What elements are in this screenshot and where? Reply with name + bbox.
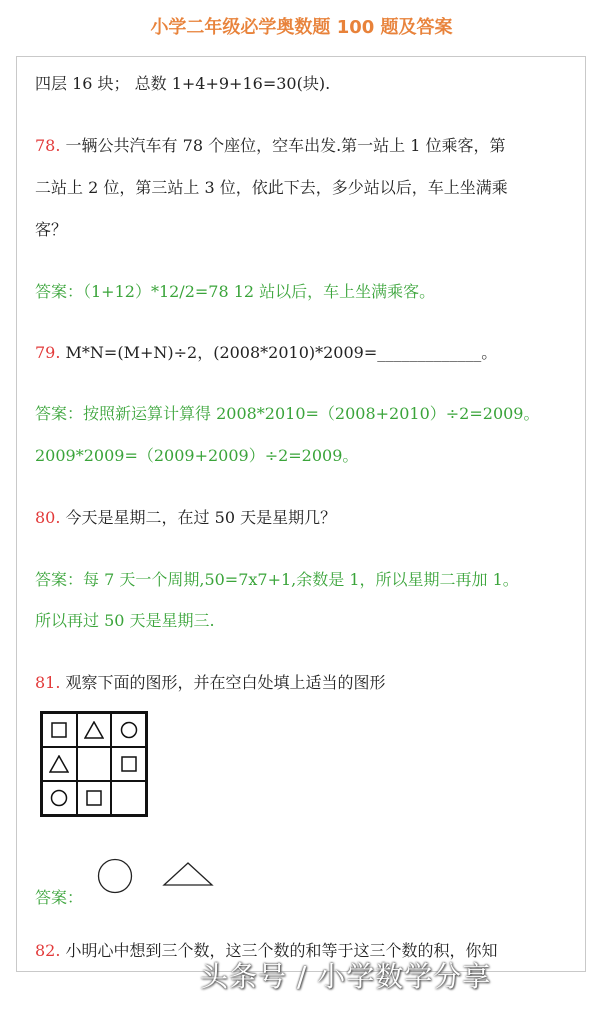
- square-icon: [121, 756, 137, 772]
- question-text: M*N=(M+N)÷2，(2008*2010)*2009=_____________。: [65, 343, 498, 362]
- circle-icon: [50, 789, 68, 807]
- question-number: 80.: [35, 508, 61, 527]
- shape-grid: [40, 711, 148, 817]
- question-text: 一辆公共汽车有 78 个座位，空车出发.第一站上 1 位乘客，第: [65, 136, 506, 155]
- grid-cell-triangle: [77, 713, 112, 747]
- question-81: [35, 673, 386, 693]
- grid-cell-empty: [77, 747, 112, 781]
- answer-79-line2: 2009*2009=（2009+2009）÷2=2009。: [35, 446, 359, 465]
- grid-cell-circle: [42, 781, 77, 815]
- grid-cell-empty: [111, 781, 146, 815]
- question-text: 今天是星期二，在过 50 天是星期几？: [65, 508, 337, 527]
- question-78: [35, 136, 506, 156]
- question-78-line3: 客？: [35, 220, 68, 239]
- grid-cell-square: [111, 747, 146, 781]
- answer-81-shapes: [96, 858, 226, 898]
- answer-circle-icon: [99, 860, 132, 893]
- square-icon: [51, 722, 67, 738]
- circle-icon: [120, 721, 138, 739]
- grid-cell-square: [42, 713, 77, 747]
- question-number: 81.: [35, 673, 61, 692]
- answer-78: 答案：（1+12）*12/2=78 12 站以后，车上坐满乘客。: [35, 282, 436, 301]
- prev-answer-line: 四层 16 块； 总数 1+4+9+16=30(块).: [35, 74, 331, 93]
- grid-cell-triangle: [42, 747, 77, 781]
- answer-80-line1: 答案：每 7 天一个周期,50=7x7+1,余数是 1，所以星期二再加 1。: [35, 570, 519, 589]
- question-78-line2: 二站上 2 位，第三站上 3 位，依此下去，多少站以后，车上坐满乘: [35, 178, 508, 197]
- answer-triangle-icon: [164, 863, 212, 885]
- square-icon: [86, 790, 102, 806]
- page-title: 小学二年级必学奥数题 100 题及答案: [150, 17, 453, 38]
- question-number: 82.: [35, 941, 61, 960]
- grid-cell-square: [77, 781, 112, 815]
- question-text: 小明心中想到三个数，这三个数的和等于这三个数的积，你知: [65, 941, 498, 960]
- question-text: 观察下面的图形，并在空白处填上适当的图形: [65, 673, 386, 692]
- triangle-icon: [84, 721, 104, 739]
- answer-80-line2: 所以再过 50 天是星期三.: [35, 611, 215, 630]
- watermark: 头条号 / 小学数学分享: [200, 960, 492, 993]
- triangle-icon: [49, 755, 69, 773]
- answer-81-label: 答案：: [35, 888, 84, 907]
- answer-79-line1: 答案：按照新运算计算得 2008*2010=（2008+2010）÷2=2009。: [35, 404, 540, 423]
- question-number: 79.: [35, 343, 61, 362]
- question-79: [35, 343, 497, 363]
- question-80: [35, 508, 336, 528]
- question-number: 78.: [35, 136, 61, 155]
- grid-cell-circle: [111, 713, 146, 747]
